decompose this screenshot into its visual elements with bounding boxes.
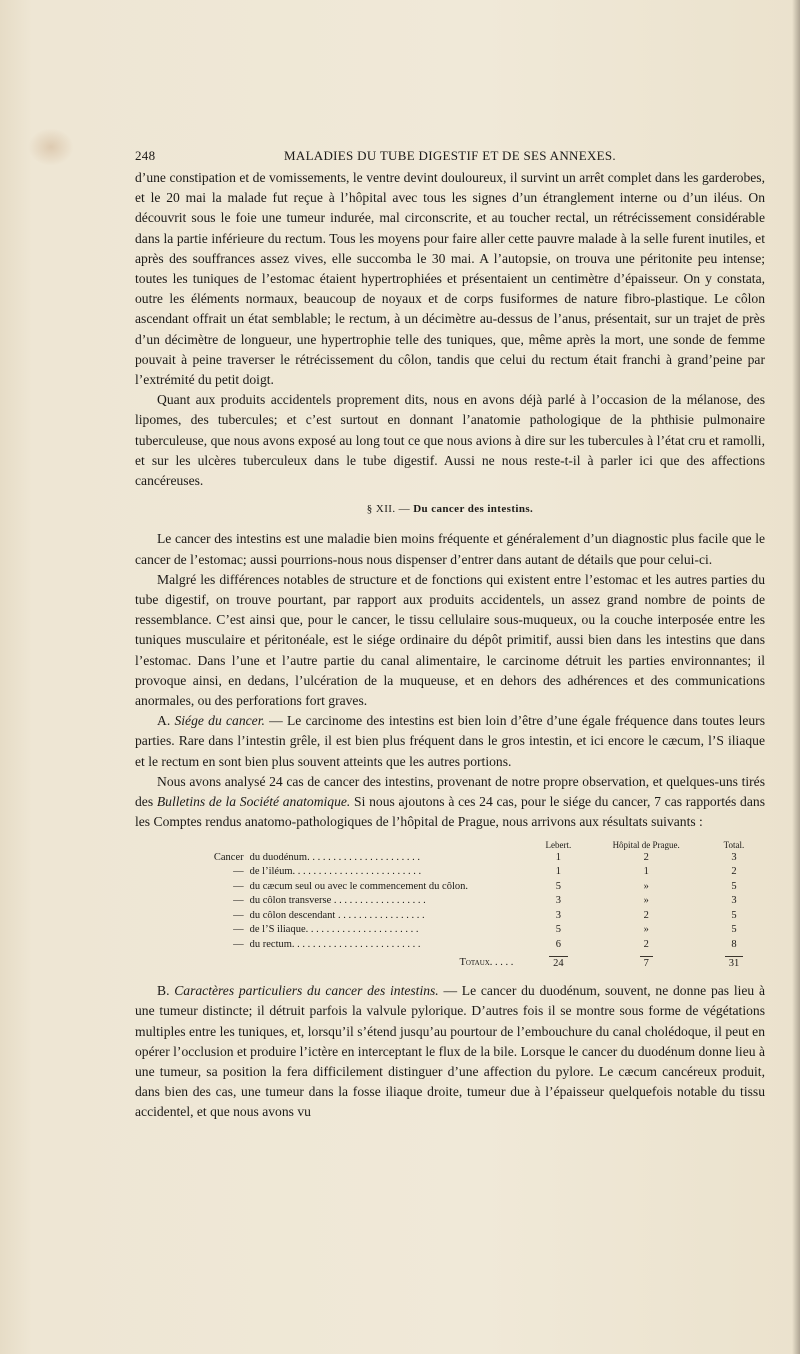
table-totals-row [135,953,765,972]
row-total: 3 [731,851,737,863]
row-prague: 2 [643,909,649,921]
running-title: MALADIES DU TUBE DIGESTIF ET DE SES ANNEXES. [284,148,616,163]
row-label: — [233,895,244,907]
table-row [135,923,765,938]
paragraph-analysis [135,772,765,833]
row-site: du duodénum. . . . . . . . . . . . . . . . . . . . . . [249,851,420,863]
col-header-total: Total. [723,839,745,850]
row-prague: 2 [643,939,649,951]
row-total: 3 [731,895,737,907]
row-lebert: 3 [555,895,562,907]
table-row [135,880,765,895]
paragraph-a-heading: Siége du cancer. [174,713,265,729]
row-prague: » [643,895,649,907]
table-row [135,894,765,909]
page-header [135,148,765,166]
section-heading [135,499,765,519]
analysis-italic: Bulletins de la Société anatomique. [156,794,351,810]
row-total: 5 [731,909,737,921]
row-prague: » [643,924,649,936]
section-number: § XII. — [366,503,411,516]
row-label: Cancer [213,851,244,863]
row-label: — [233,880,244,892]
paragraph-a [135,711,765,772]
body-text [135,168,765,1123]
row-prague: » [643,880,649,892]
paragraph-b-heading: Caractères particuliers du cancer des intestins. [174,983,439,999]
row-lebert: 1 [555,851,562,863]
totals-lebert: 24 [549,956,568,972]
paragraph: Le cancer des intestins est une maladie bien moins fréquente et généralement d’un diagnostic plus facile que le cancer de l’estomac; aussi pourrions-nous nous dispenser d’entrer dans autant de détails que pour celui-ci. [135,531,765,567]
row-site: du côlon descendant . . . . . . . . . . . . . . . . . [249,909,425,921]
page-number: 248 [135,148,156,163]
col-header-lebert: Lebert. [545,839,572,850]
table-row [135,865,765,880]
totals-total: 31 [725,956,744,972]
paragraph-b-body: — Le cancer du duodénum, souvent, ne donne pas lieu à une tumeur distincte; il détruit parfois la valvule pylorique. D’autres fois il se montre sous forme de végétations multiples entre les tuniques, et, lorsqu’il s’étend jusqu’au pourtour de l’embouchure du canal cholédoque, il peut en opérer l’occlusion et produire l’ictère en interceptant le flux de la bile. Lorsque le cancer du duodénum donne lieu à une tumeur, sa position la fera difficilement distinguer d’une affection du pylore. Le cæcum cancéreux produit, dans bien des cas, une tumeur dans la fosse iliaque droite, tumeur due à l’épaisseur quelquefois notable du tissu accidentel, et que nous avons vu [135,983,765,1120]
row-lebert: 1 [555,866,562,878]
paragraph: d’une constipation et de vomissements, le ventre devint douloureux, il survint un arrêt complet dans les garderobes, et le 20 mai la malade fut reçue à l’hôpital avec tous les signes d’un étranglement interne ou d’un iléus. On découvrit sous le foie une tumeur indurée, mal circonscrite, et au toucher rectal, un rétrécissement considérable dans la partie inférieure du rectum. Tous les moyens pour faire aller cette pauvre malade à la selle furent inutiles, et après des souffrances assez vives, elle succomba le 30 mai. A l’autopsie, on trouva une péritonite peu intense; toutes les tuniques de l’estomac étaient hypertrophiées et présentaient un centimètre d’épaisseur. On y constata, outre les éléments normaux, beaucoup de noyaux et de corps fusiformes de nature fibro-plastique. Le côlon ascendant offrait un état semblable; le rectum, à un décimètre au-dessus de l’anus, présentait, sur un trajet de près d’un décimètre de longueur, une hypertrophie telle des tuniques, que, même après la mort, une sonde de femme pouvait à peine traverser le rétrécissement du côlon, tandis que celui du rectum était franchi à grand’peine par l’extrémité du petit doigt. [135,170,765,388]
row-total: 5 [731,880,737,892]
row-lebert: 6 [555,939,562,951]
paragraph: Quant aux produits accidentels proprement dits, nous en avons déjà parlé à l’occasion de la mélanose, des lipomes, des tubercules; et c’est surtout en donnant l’anatomie pathologique de la phthisie pulmonaire tuberculeuse, que nous avons exposé au long tout ce que nous avions à dire sur les tubercules à l’état cru et ramolli, et sur les ulcères tuberculeux dans le tube digestif. Aussi ne nous reste-t-il à parler ici que des affections cancéreuses. [135,392,765,489]
table-row [135,851,765,866]
row-prague: 1 [643,866,649,878]
table-row [135,909,765,924]
row-site: de l’S iliaque. . . . . . . . . . . . . . . . . . . . . . [249,924,419,936]
paper-stain [28,128,74,166]
page-edge-shadow [792,0,800,1354]
row-lebert: 3 [555,909,562,921]
row-label: — [233,924,244,936]
row-total: 2 [731,866,737,878]
row-total: 5 [731,924,737,936]
row-total: 8 [731,939,737,951]
statistics-table [135,839,765,972]
paragraph-a-body: — Le carcinome des intestins est bien loin d’être d’une égale fréquence dans toutes leurs parties. Rare dans l’intestin grêle, il est bien plus fréquent dans le gros intestin, et ici encore le cæcum, l’S iliaque et le rectum en sont bien plus souvent atteints que les autres portions. [135,713,766,769]
paragraph: Malgré les différences notables de structure et de fonctions qui existent entre l’estomac et les autres parties du tube digestif, on trouve pourtant, par rapport aux produits accidentels, un assez grand nombre de points de ressemblance. C’est ainsi que, pour le cancer, le tissu cellulaire sous-muqueux, ou la couche interposée entre les tuniques musculaire et péritonéale, est le siége ordinaire du dépôt primitif, aussi bien dans les intestins que dans l’estomac. Dans l’une et l’autre partie du canal alimentaire, le carcinome détruit les parties environnantes; il provoque ainsi, en dedans, l’ulcération de la muqueuse, et en dehors des adhérences et des communications anormales, ou des perforations fort graves. [135,571,765,709]
table-header-row [135,839,765,851]
totals-prague: 7 [640,956,653,972]
row-site: du rectum. . . . . . . . . . . . . . . . . . . . . . . . . [249,939,421,951]
totals-label: Totaux. . . . . [459,957,514,969]
row-label: — [233,939,244,951]
table-row [135,938,765,953]
paragraph-b [135,981,765,1122]
col-header-prague: Hôpital de Prague. [612,839,680,850]
row-label: — [233,866,244,878]
analysis-after: Si nous ajoutons à ces 24 cas, pour le siége du cancer, 7 cas rapportés dans les Comptes rendus anatomo-pathologiques de l’hôpital de Prague, nous arrivons aux résultats suivants : [135,794,765,830]
row-site: du côlon transverse . . . . . . . . . . . . . . . . . . [249,895,426,907]
paragraph-a-lead: A. [157,713,171,729]
analysis-before: Nous avons analysé 24 cas de cancer des intestins, provenant de notre propre observation, et quelques-uns tirés des [135,773,765,810]
row-site: du cæcum seul ou avec le commencement du côlon. [249,880,469,892]
row-prague: 2 [643,851,649,863]
row-site: de l’iléum. . . . . . . . . . . . . . . . . . . . . . . . . [249,866,422,878]
paragraph-b-lead: B. [157,983,170,999]
row-label: — [233,909,244,921]
row-lebert: 5 [555,880,562,892]
row-lebert: 5 [555,924,562,936]
section-title: Du cancer des intestins. [413,503,534,516]
